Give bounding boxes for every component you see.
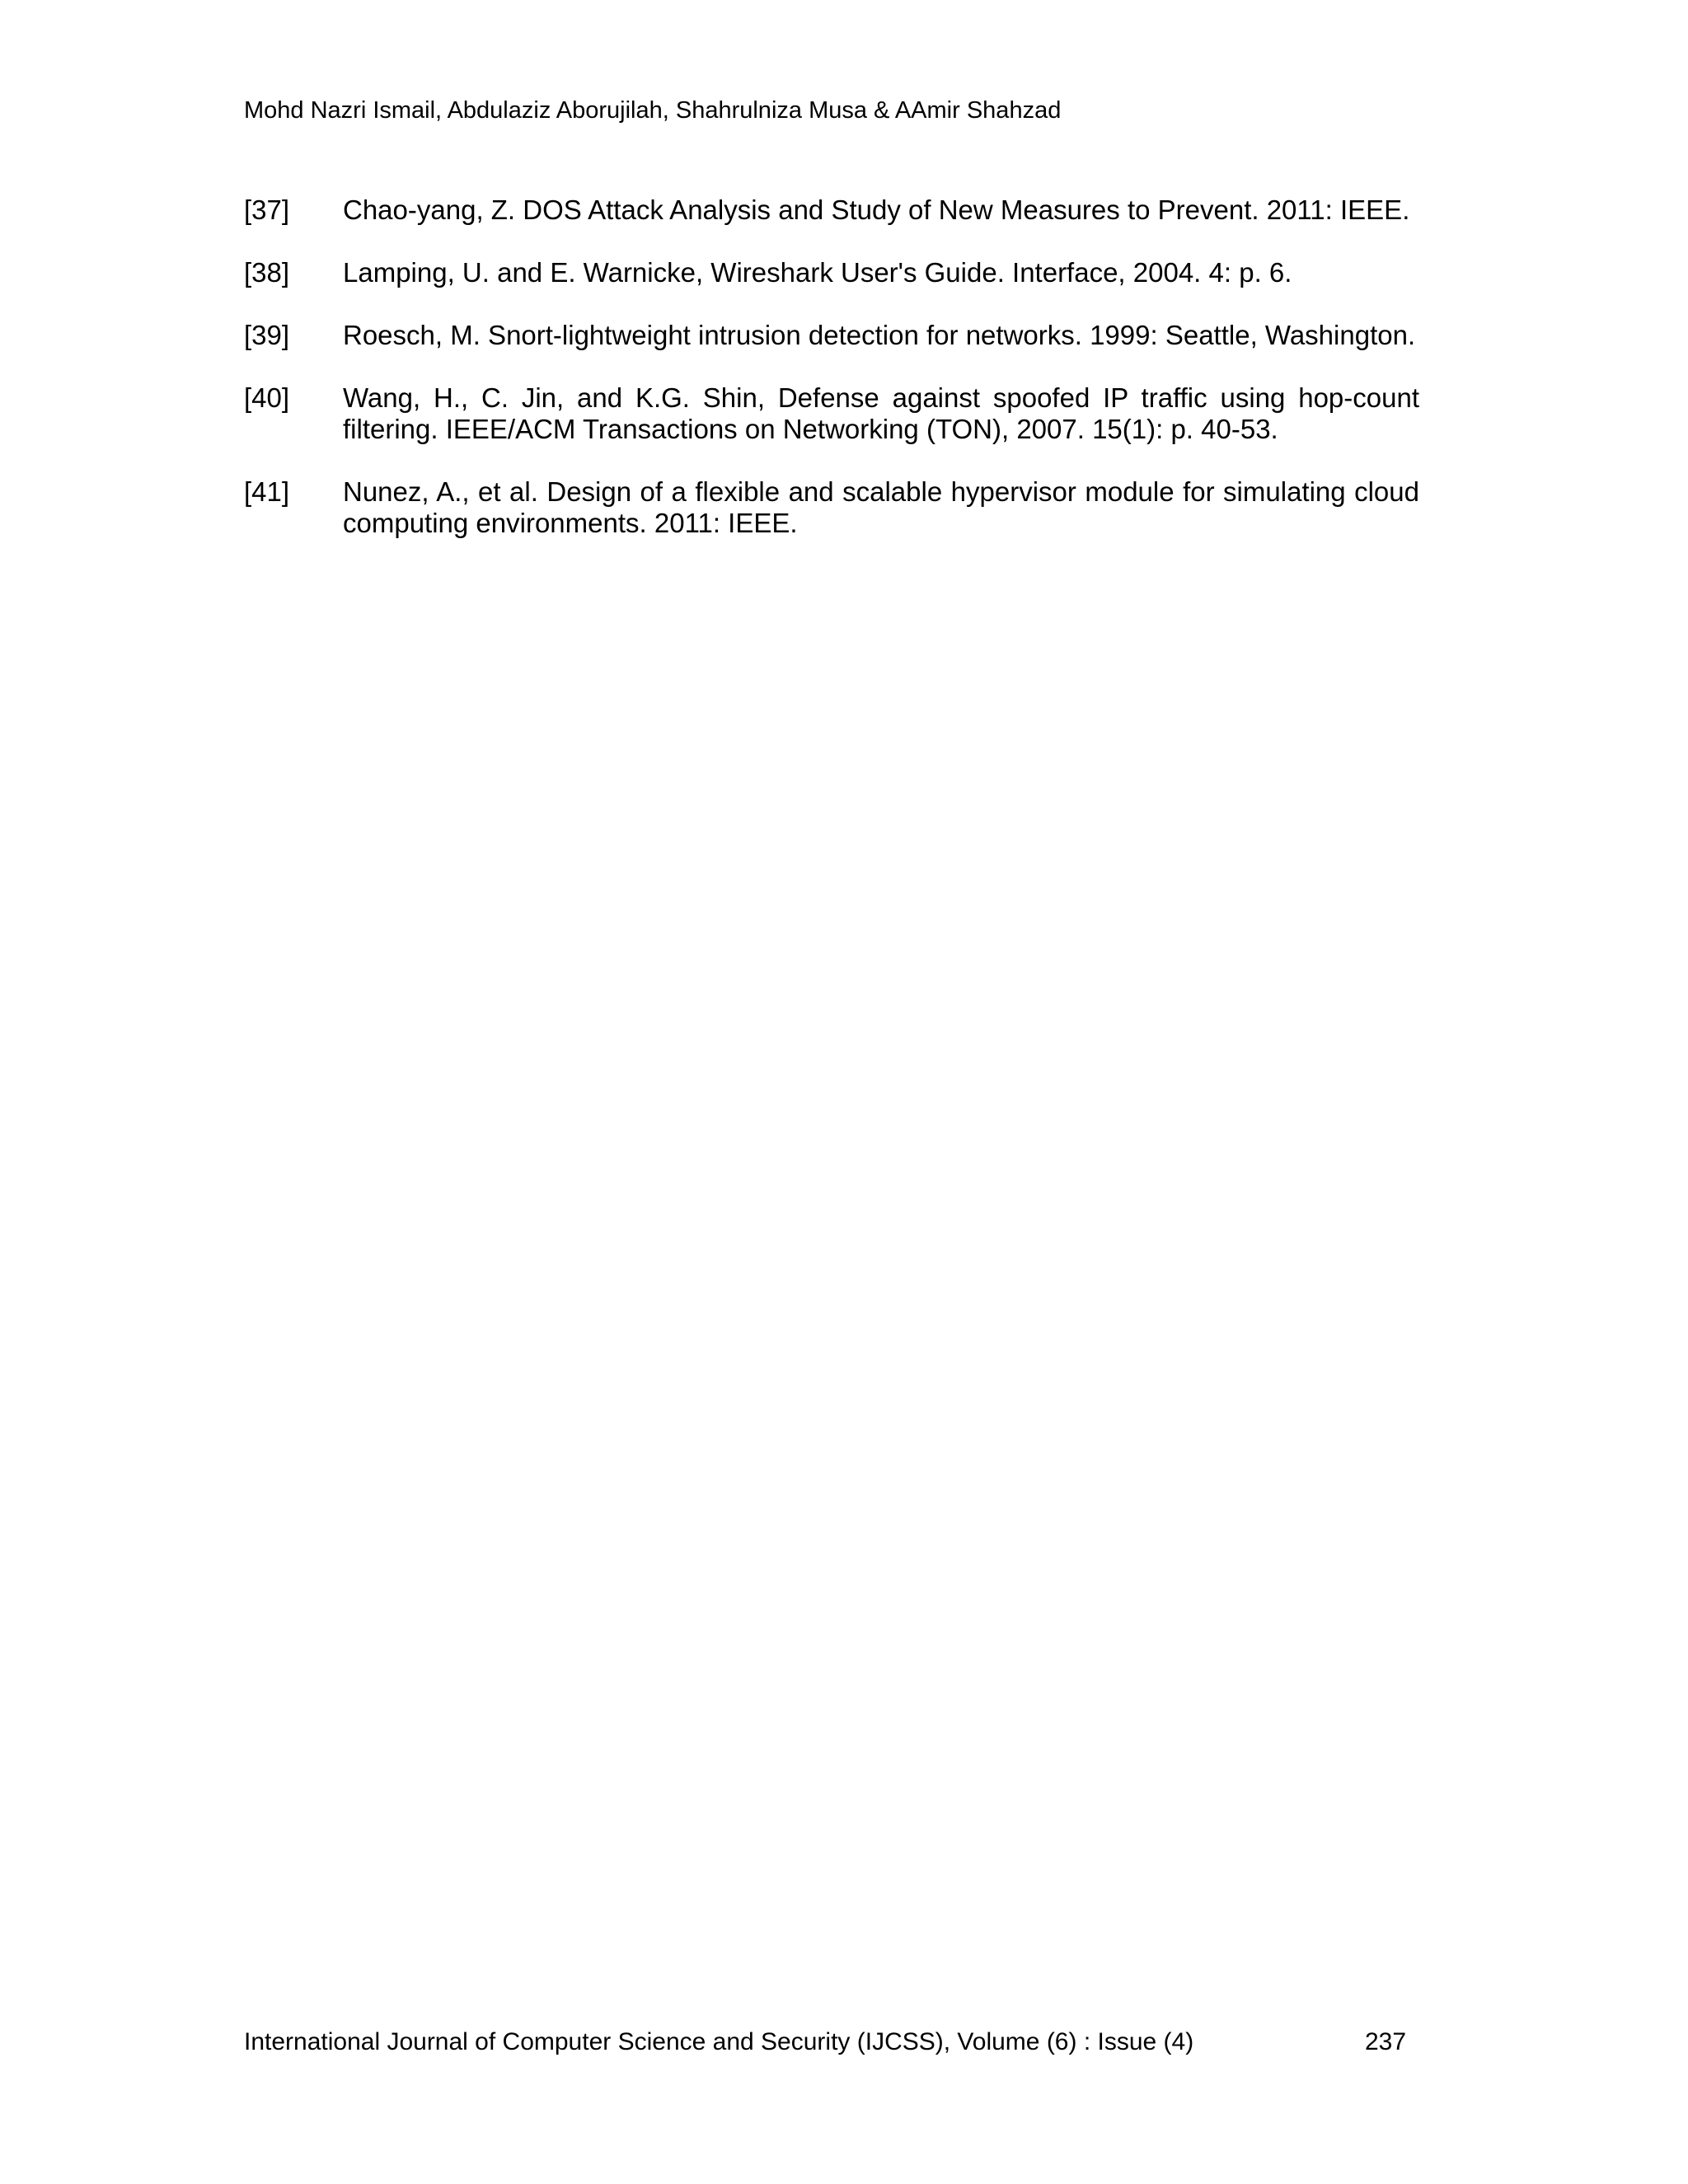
reference-item xyxy=(244,382,1419,445)
reference-number: [39] xyxy=(244,320,290,350)
reference-text: Lamping, U. and E. Warnicke, Wireshark User's Guide. Interface, 2004. 4: p. 6. xyxy=(343,257,1292,288)
reference-text: Roesch, M. Snort-lightweight intrusion detection for networks. 1999: Seattle, Washington. xyxy=(343,320,1416,350)
reference-number: [37] xyxy=(244,194,290,225)
reference-number: [41] xyxy=(244,476,290,507)
reference-number: [38] xyxy=(244,257,290,288)
reference-text: Chao-yang, Z. DOS Attack Analysis and Study of New Measures to Prevent. 2011: IEEE. xyxy=(343,194,1410,225)
reference-item xyxy=(244,476,1419,539)
reference-text: Nunez, A., et al. Design of a flexible and scalable hypervisor module for simulating cloud computing environments. 2011: IEEE. xyxy=(343,476,1419,538)
reference-item xyxy=(244,257,1419,288)
footer-journal-title: International Journal of Computer Science and Security (IJCSS), Volume (6) : Issue (4) xyxy=(244,2028,1194,2055)
reference-item xyxy=(244,194,1419,226)
reference-number: [40] xyxy=(244,382,290,413)
running-header-authors: Mohd Nazri Ismail, Abdulaziz Aborujilah, Shahrulniza Musa & AAmir Shahzad xyxy=(244,97,1062,124)
reference-list xyxy=(244,194,1419,570)
reference-text: Wang, H., C. Jin, and K.G. Shin, Defense against spoofed IP traffic using hop-count filtering. IEEE/ACM Transactions on Networking (TON), 2007. 15(1): p. 40-53. xyxy=(343,382,1419,444)
page-number: 237 xyxy=(1365,2028,1407,2055)
reference-item xyxy=(244,320,1419,351)
